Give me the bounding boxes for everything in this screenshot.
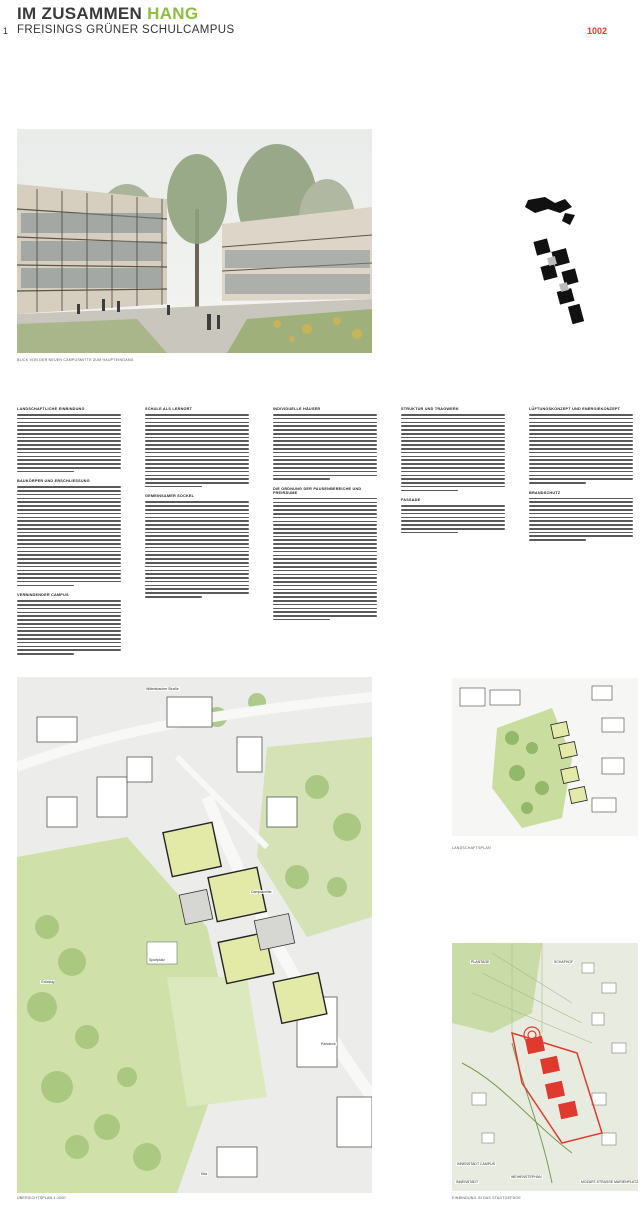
site-label-campus: Campusmitte: [251, 890, 272, 894]
project-id: 1002: [587, 26, 608, 36]
page-subtitle: FREISINGS GRÜNER SCHULCAMPUS: [17, 24, 235, 36]
column-heading: LANDSCHAFTLICHE EINBINDUNG: [17, 407, 85, 411]
site-label-kita: Kita: [201, 1172, 208, 1176]
integration-label-domberg: MOZART-STRASSE MARIENPLATZ: [581, 1180, 639, 1184]
landscape-plan-map: [452, 678, 638, 836]
landscape-caption: LANDSCHAFTSPLAN: [452, 846, 491, 850]
column-heading: INDIVIDUELLE HÄUSER: [273, 407, 321, 411]
site-plan-caption: ÜBERSICHTSPLAN 1:1000: [17, 1196, 66, 1200]
column-heading: BAUKÖRPER UND ERSCHLIESSUNG: [17, 479, 90, 484]
text-column-3: [273, 407, 377, 627]
page-title: [17, 4, 198, 24]
site-label-north-road: Wittelsbacher Straße: [146, 687, 179, 691]
text-column-1: [17, 407, 121, 662]
site-label-sports: Sportplatz: [149, 958, 165, 962]
integration-map: [452, 943, 638, 1191]
campus-rendering-image: [17, 129, 372, 353]
rendering-caption: BLICK VON DER NEUEN CAMPUSMITTE ZUM HAUPTEINGANG: [17, 358, 134, 362]
integration-label-weihenstephan: WEIHENSTEPHAN: [511, 1175, 542, 1179]
column-heading: VERBINDENDER CAMPUS: [17, 593, 69, 598]
integration-label-campus: INNENSTADT CAMPUS: [457, 1162, 495, 1166]
site-label-parking: Parkdeck: [321, 1042, 336, 1046]
column-heading: SCHULE ALS LERNORT: [145, 407, 193, 411]
integration-label-innenstadt: INNENSTADT: [456, 1180, 479, 1184]
column-heading: DIE ORDNUNG DER PAUSENBEREICHE UND FREIRÄUME: [273, 486, 362, 495]
title-part1: IM ZUSAMMEN: [17, 4, 143, 23]
text-column-5: [529, 407, 633, 548]
page-number: 1: [3, 26, 9, 36]
figure-ground-diagram: [520, 195, 610, 335]
integration-caption: EINBINDUNG IN DAS STADTGEFÜGE: [452, 1196, 522, 1200]
column-heading: FASSADE: [401, 498, 421, 503]
column-heading: STRUKTUR UND TRAGWERK: [401, 407, 459, 411]
column-heading: BRANDSCHUTZ: [529, 490, 561, 495]
integration-label-schafhof: SCHAFHOF: [554, 960, 574, 964]
integration-label-plantage: PLANTAGE: [471, 960, 490, 964]
title-part2: HANG: [147, 4, 199, 23]
site-label-green: Grünzug: [41, 980, 55, 984]
site-plan-map: [17, 677, 372, 1193]
column-heading: GEMEINSAMER SOCKEL: [145, 494, 195, 499]
column-heading: LÜFTUNGSKONZEPT UND ENERGIEKONZEPT: [529, 407, 621, 411]
text-column-4: [401, 407, 505, 540]
text-column-2: [145, 407, 249, 605]
